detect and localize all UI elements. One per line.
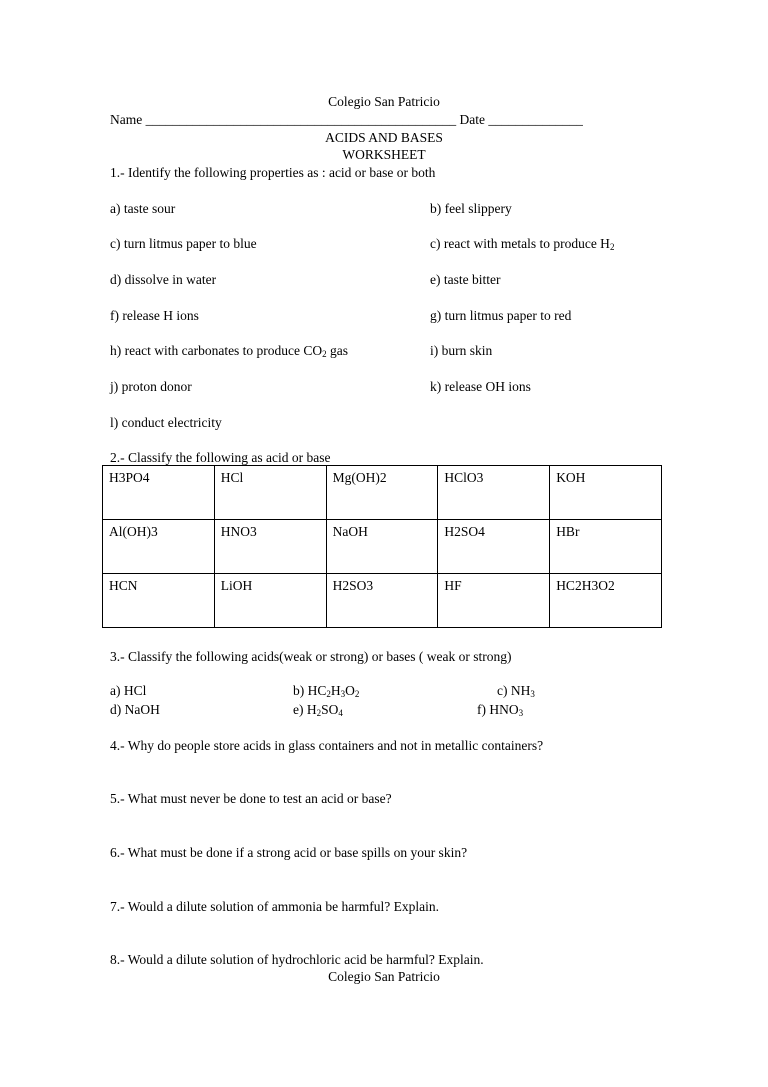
q3-item-d: d) NaOH bbox=[110, 702, 160, 717]
table-cell[interactable]: KOH bbox=[550, 466, 662, 520]
table-cell[interactable]: HBr bbox=[550, 520, 662, 574]
date-blank[interactable]: ______________ bbox=[488, 112, 583, 127]
table-cell[interactable]: LiOH bbox=[214, 574, 326, 628]
q1-item-f: f) release H ions bbox=[110, 308, 199, 323]
table-cell[interactable]: HClO3 bbox=[438, 466, 550, 520]
table-cell[interactable]: NaOH bbox=[326, 520, 438, 574]
school-header: Colegio San Patricio bbox=[328, 94, 440, 109]
table-cell[interactable]: HCN bbox=[103, 574, 215, 628]
q1-item-i: i) burn skin bbox=[430, 343, 493, 358]
classification-table bbox=[102, 465, 662, 628]
table-cell[interactable]: Mg(OH)2 bbox=[326, 466, 438, 520]
q5-prompt: 5.- What must never be done to test an acid or base? bbox=[110, 791, 392, 806]
q1-item-c-left: c) turn litmus paper to blue bbox=[110, 236, 257, 251]
q1-item-d: d) dissolve in water bbox=[110, 272, 217, 287]
table-cell[interactable]: HNO3 bbox=[214, 520, 326, 574]
q6-prompt: 6.- What must be done if a strong acid or base spills on your skin? bbox=[110, 845, 468, 860]
q1-item-e: e) taste bitter bbox=[430, 272, 501, 287]
q4-prompt: 4.- Why do people store acids in glass containers and not in metallic containers? bbox=[110, 738, 544, 753]
q3-item-e: e) $H_2SO_4$ bbox=[293, 702, 343, 718]
table-cell[interactable]: H2SO4 bbox=[438, 520, 550, 574]
q7-prompt: 7.- Would a dilute solution of ammonia be harmful? Explain. bbox=[110, 899, 439, 914]
name-blank[interactable]: ______________________________________________ bbox=[145, 112, 457, 127]
table-cell[interactable]: Al(OH)3 bbox=[103, 520, 215, 574]
worksheet-subtitle: WORKSHEET bbox=[342, 147, 426, 162]
school-footer: Colegio San Patricio bbox=[328, 969, 440, 984]
q2-prompt: 2.- Classify the following as acid or base bbox=[110, 450, 331, 465]
q3-item-b: b) $HC_2H_3O_2$ bbox=[293, 683, 360, 699]
table-row bbox=[103, 574, 662, 628]
table-cell[interactable]: HC2H3O2 bbox=[550, 574, 662, 628]
q1-item-g: g) turn litmus paper to red bbox=[430, 308, 572, 323]
table-cell[interactable]: HCl bbox=[214, 466, 326, 520]
q1-item-b: b) feel slippery bbox=[430, 201, 512, 216]
table-cell[interactable]: H2SO3 bbox=[326, 574, 438, 628]
q1-prompt: 1.- Identify the following properties as : acid or base or both bbox=[110, 165, 436, 180]
name-label: Name bbox=[110, 112, 143, 127]
table-cell[interactable]: H3PO4 bbox=[103, 466, 215, 520]
worksheet-title: ACIDS AND BASES bbox=[325, 130, 443, 145]
table-row bbox=[103, 466, 662, 520]
q8-prompt: 8.- Would a dilute solution of hydrochloric acid be harmful? Explain. bbox=[110, 952, 484, 967]
date-label: Date bbox=[459, 112, 485, 127]
q3-item-f: f) $HNO_3$ bbox=[477, 702, 524, 718]
q1-item-h: h) react with carbonates to produce $CO_2$ gas bbox=[110, 343, 349, 359]
table-row bbox=[103, 520, 662, 574]
name-date-line bbox=[110, 112, 583, 128]
q1-item-j: j) proton donor bbox=[110, 379, 192, 394]
table-cell[interactable]: HF bbox=[438, 574, 550, 628]
q3-prompt: 3.- Classify the following acids(weak or strong) or bases ( weak or strong) bbox=[110, 649, 512, 664]
q1-item-k: k) release OH ions bbox=[430, 379, 531, 394]
q1-item-c-right: c) react with metals to produce $H_2$ bbox=[430, 236, 615, 252]
q3-item-a: a) HCl bbox=[110, 683, 147, 698]
q1-item-a: a) taste sour bbox=[110, 201, 176, 216]
q3-item-c: c) $NH_3$ bbox=[497, 683, 535, 699]
q1-item-l: l) conduct electricity bbox=[110, 415, 222, 430]
